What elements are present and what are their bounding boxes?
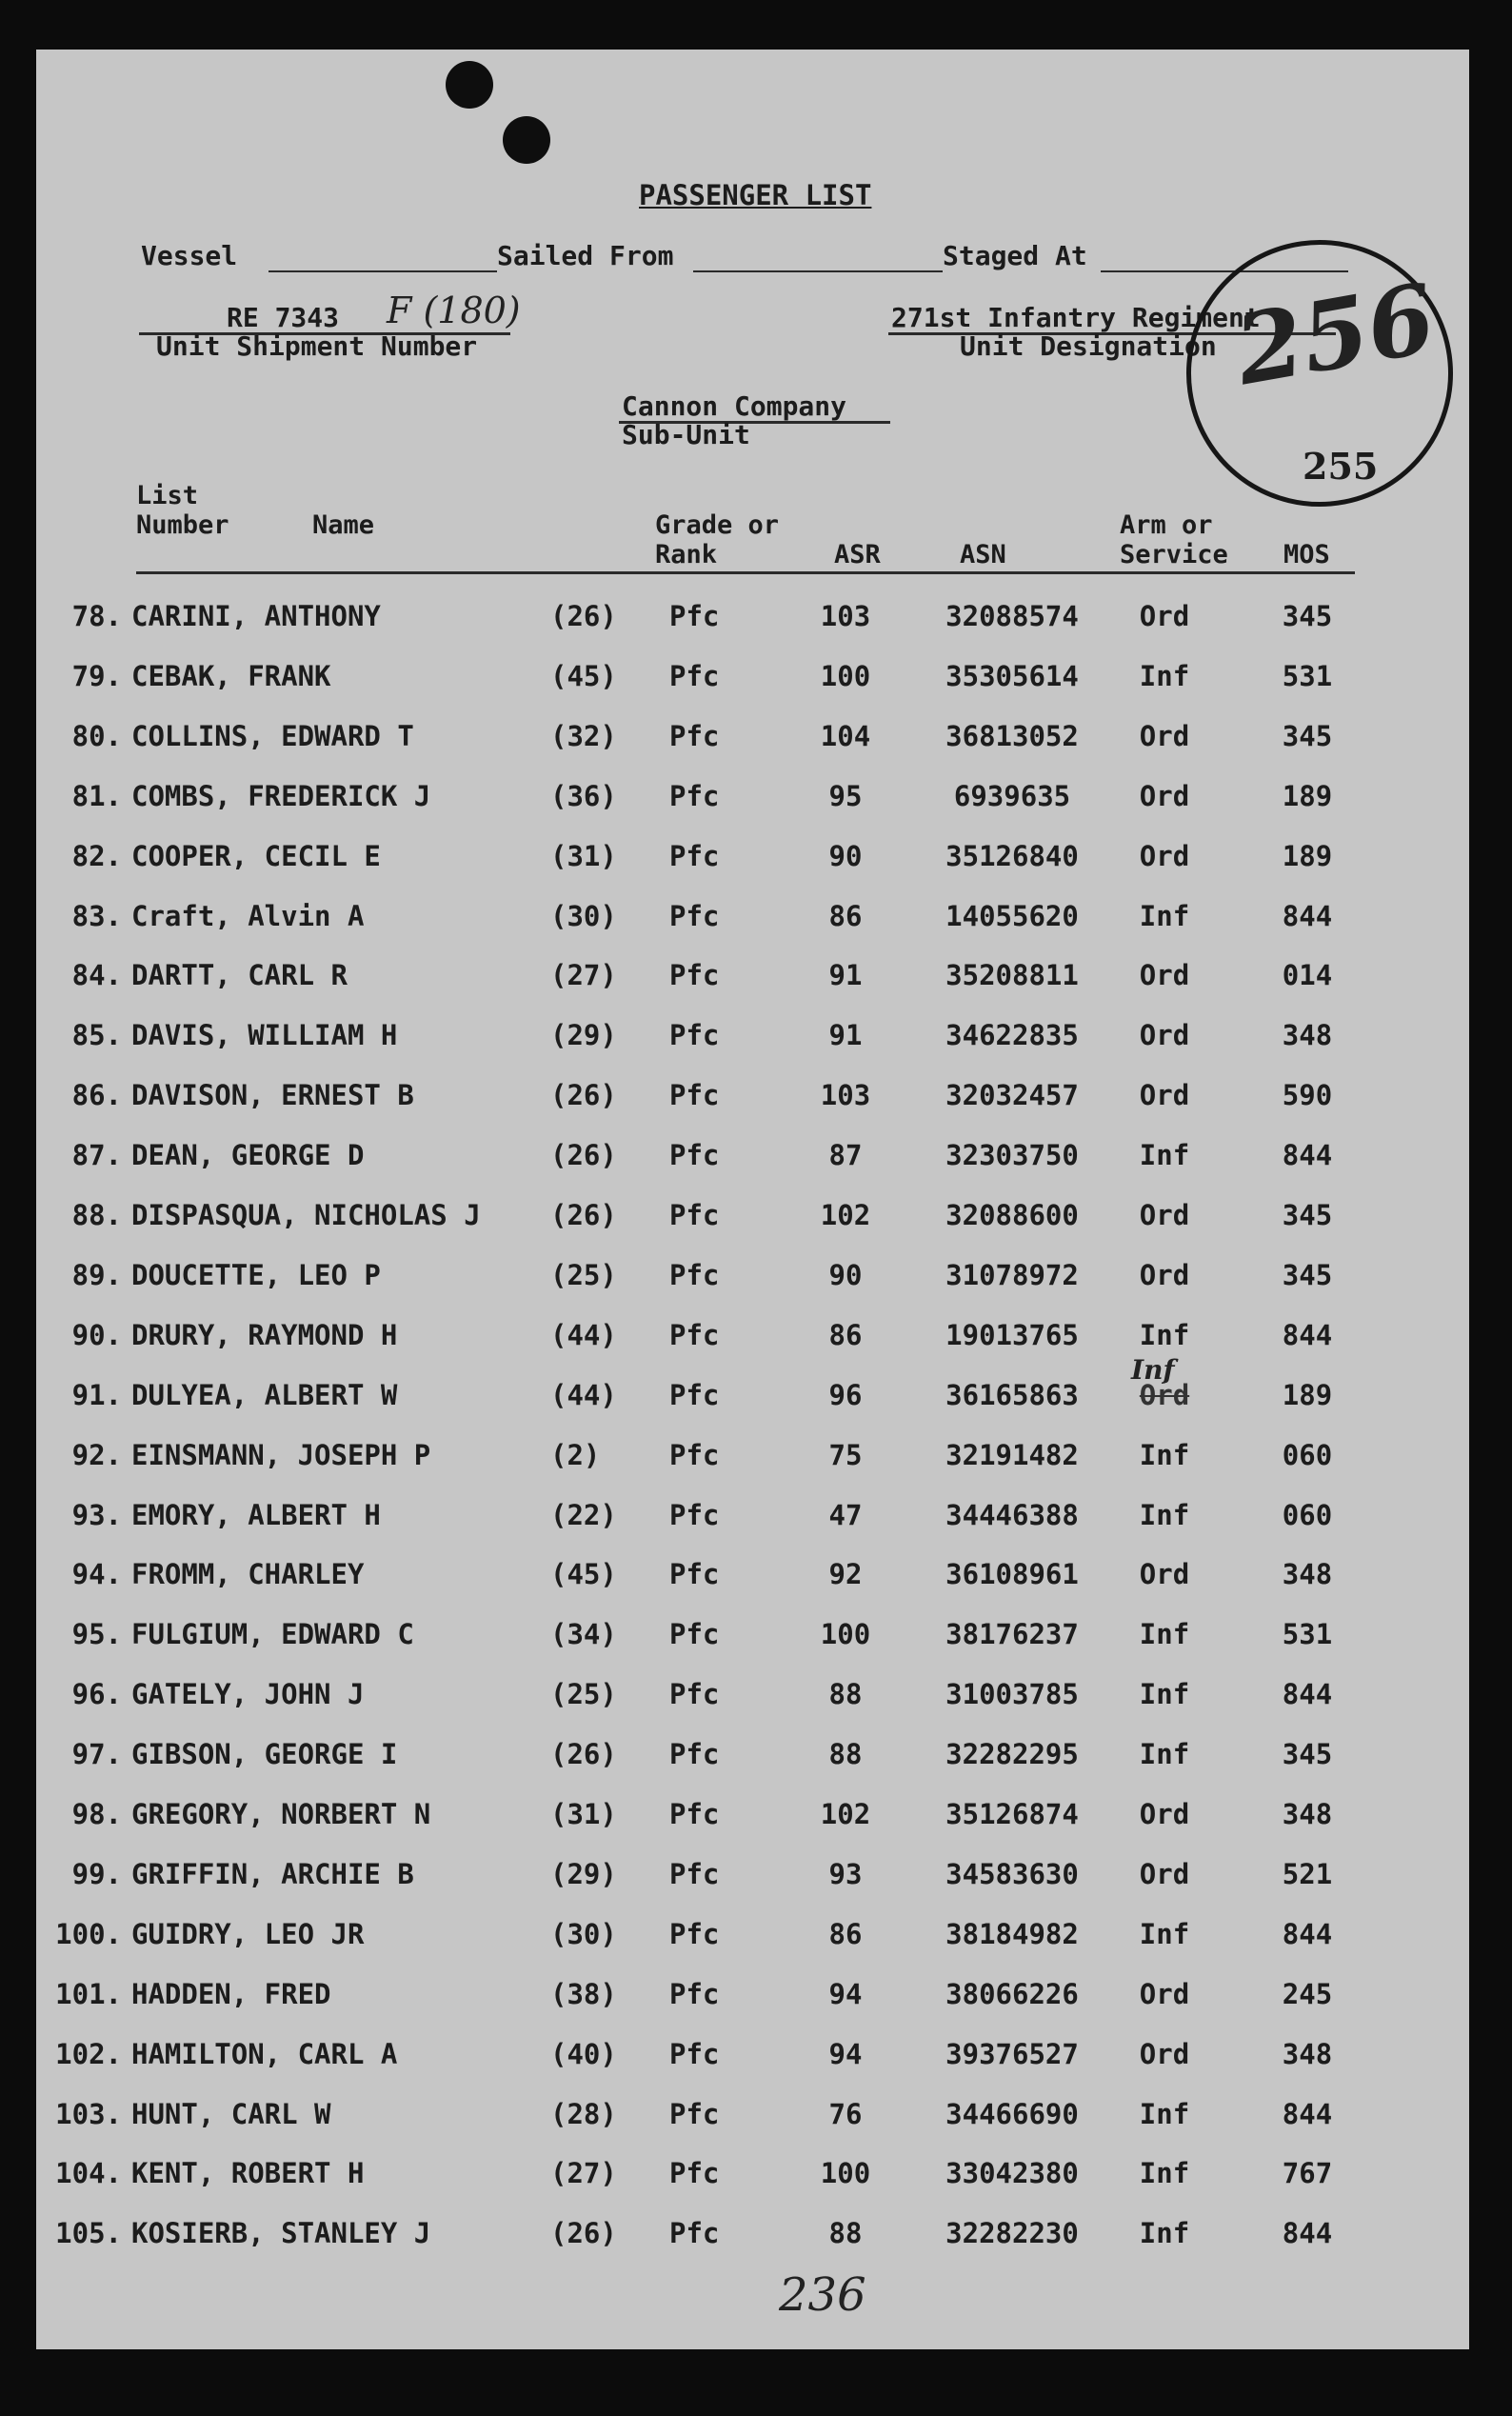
unit-designation: 271st Infantry Regiment (891, 302, 1261, 333)
cell-num: 83. (71, 900, 122, 932)
cell-name: DAVIS, WILLIAM H (131, 1019, 398, 1051)
document-page (36, 50, 1469, 2349)
cell-num: 93. (71, 1499, 122, 1531)
cell-asn: 38176237 (945, 1618, 1079, 1650)
cell-asn: 31003785 (945, 1678, 1079, 1710)
page-title: PASSENGER LIST (639, 179, 872, 211)
cell-mos: 531 (1282, 1618, 1333, 1650)
cell-num: 105. (55, 2217, 122, 2249)
cell-age: (26) (550, 1079, 617, 1111)
cell-age: (22) (550, 1499, 617, 1531)
table-row (36, 1499, 1469, 1558)
table-row (36, 1319, 1469, 1378)
cell-asr: 96 (828, 1379, 863, 1411)
cell-grade: Pfc (669, 1738, 720, 1770)
table-row (36, 1798, 1469, 1857)
cell-num: 92. (71, 1439, 122, 1471)
cell-mos: 844 (1282, 900, 1333, 932)
cell-name: COLLINS, EDWARD T (131, 720, 414, 752)
cell-asn: 34583630 (945, 1858, 1079, 1890)
cell-asn: 32088574 (945, 600, 1079, 632)
cell-name: EINSMANN, JOSEPH P (131, 1439, 431, 1471)
cell-grade: Pfc (669, 1798, 720, 1830)
cell-asn: 34622835 (945, 1019, 1079, 1051)
cell-num: 88. (71, 1199, 122, 1231)
cell-asn: 32088600 (945, 1199, 1079, 1231)
table-row (36, 660, 1469, 719)
cell-grade: Pfc (669, 2038, 720, 2070)
cell-asn: 35208811 (945, 959, 1079, 991)
cell-mos: 345 (1282, 720, 1333, 752)
cell-name: Craft, Alvin A (131, 900, 365, 932)
cell-grade: Pfc (669, 959, 720, 991)
punch-hole (446, 61, 493, 109)
cell-mos: 844 (1282, 1678, 1333, 1710)
cell-arm-handwritten: Inf (1131, 1354, 1175, 1386)
cell-mos: 189 (1282, 780, 1333, 812)
cell-age: (36) (550, 780, 617, 812)
cell-age: (45) (550, 1558, 617, 1590)
cell-age: (30) (550, 900, 617, 932)
cell-asn: 34446388 (945, 1499, 1079, 1531)
cell-grade: Pfc (669, 600, 720, 632)
cell-arm: Ord (1139, 780, 1190, 812)
cell-num: 99. (71, 1858, 122, 1890)
col-header-grade: Grade or Rank (655, 510, 780, 569)
cell-name: DARTT, CARL R (131, 959, 348, 991)
cell-arm: Ord (1139, 1259, 1190, 1291)
cell-name: DAVISON, ERNEST B (131, 1079, 414, 1111)
cell-grade: Pfc (669, 2217, 720, 2249)
table-row (36, 900, 1469, 959)
cell-asr: 103 (820, 600, 871, 632)
cell-age: (25) (550, 1678, 617, 1710)
cell-num: 89. (71, 1259, 122, 1291)
cell-arm: Ord (1139, 1079, 1190, 1111)
cell-mos: 521 (1282, 1858, 1333, 1890)
cell-asr: 102 (820, 1798, 871, 1830)
cell-num: 80. (71, 720, 122, 752)
cell-asn: 38066226 (945, 1978, 1079, 2010)
cell-asr: 47 (828, 1499, 863, 1531)
cell-age: (26) (550, 1738, 617, 1770)
cell-asr: 90 (828, 1259, 863, 1291)
cell-name: EMORY, ALBERT H (131, 1499, 381, 1531)
cell-name: DOUCETTE, LEO P (131, 1259, 381, 1291)
table-row (36, 720, 1469, 779)
cell-arm: Ord (1139, 959, 1190, 991)
staged-at-label: Staged At (943, 240, 1087, 271)
table-row (36, 1918, 1469, 1977)
cell-age: (2) (550, 1439, 601, 1471)
cell-arm: Inf (1139, 1439, 1190, 1471)
cell-name: HADDEN, FRED (131, 1978, 331, 2010)
shipment-number: RE 7343 (227, 302, 340, 333)
vessel-label: Vessel (141, 240, 238, 271)
cell-name: KOSIERB, STANLEY J (131, 2217, 431, 2249)
table-row (36, 1019, 1469, 1078)
cell-asr: 87 (828, 1139, 863, 1171)
cell-mos: 348 (1282, 1558, 1333, 1590)
cell-mos: 844 (1282, 1319, 1333, 1351)
cell-name: GREGORY, NORBERT N (131, 1798, 431, 1830)
punch-hole (503, 116, 550, 164)
cell-asr: 100 (820, 2157, 871, 2189)
col-header-asn: ASN (960, 540, 1006, 569)
cell-name: GRIFFIN, ARCHIE B (131, 1858, 414, 1890)
cell-name: DULYEA, ALBERT W (131, 1379, 398, 1411)
cell-grade: Pfc (669, 1019, 720, 1051)
table-row (36, 1259, 1469, 1318)
cell-num: 91. (71, 1379, 122, 1411)
cell-grade: Pfc (669, 2098, 720, 2130)
cell-num: 82. (71, 840, 122, 872)
cell-age: (26) (550, 1139, 617, 1171)
cell-mos: 348 (1282, 1798, 1333, 1830)
cell-arm: Ord (1139, 1019, 1190, 1051)
cell-num: 97. (71, 1738, 122, 1770)
cell-arm: Ord (1139, 1199, 1190, 1231)
header-divider (136, 571, 1355, 574)
cell-grade: Pfc (669, 1379, 720, 1411)
cell-asn: 6939635 (953, 780, 1071, 812)
cell-asn: 36813052 (945, 720, 1079, 752)
cell-asn: 36108961 (945, 1558, 1079, 1590)
table-row (36, 2217, 1469, 2276)
table-row (36, 1558, 1469, 1617)
col-header-name: Name (312, 510, 375, 540)
table-row (36, 780, 1469, 839)
cell-asr: 86 (828, 1918, 863, 1950)
cell-arm: Ord (1139, 1858, 1190, 1890)
cell-arm: Ord (1139, 1798, 1190, 1830)
cell-arm: Ord (1139, 840, 1190, 872)
cell-name: HUNT, CARL W (131, 2098, 331, 2130)
cell-asr: 88 (828, 2217, 863, 2249)
cell-age: (31) (550, 840, 617, 872)
cell-mos: 348 (1282, 2038, 1333, 2070)
cell-mos: 345 (1282, 1199, 1333, 1231)
cell-age: (26) (550, 2217, 617, 2249)
cell-asr: 93 (828, 1858, 863, 1890)
cell-num: 87. (71, 1139, 122, 1171)
cell-age: (44) (550, 1379, 617, 1411)
cell-asr: 88 (828, 1678, 863, 1710)
cell-num: 78. (71, 600, 122, 632)
cell-asr: 90 (828, 840, 863, 872)
cell-asr: 95 (828, 780, 863, 812)
cell-grade: Pfc (669, 1199, 720, 1231)
cell-asr: 88 (828, 1738, 863, 1770)
cell-asn: 34466690 (945, 2098, 1079, 2130)
cell-asr: 75 (828, 1439, 863, 1471)
cell-asr: 94 (828, 2038, 863, 2070)
cell-grade: Pfc (669, 1558, 720, 1590)
cell-num: 101. (55, 1978, 122, 2010)
cell-arm: Inf (1139, 2217, 1190, 2249)
cell-age: (26) (550, 1199, 617, 1231)
cell-asn: 19013765 (945, 1319, 1079, 1351)
table-row (36, 1858, 1469, 1917)
cell-arm: Inf (1139, 1319, 1190, 1351)
cell-mos: 345 (1282, 600, 1333, 632)
cell-num: 94. (71, 1558, 122, 1590)
cell-name: DEAN, GEORGE D (131, 1139, 365, 1171)
cell-arm: Inf (1139, 1139, 1190, 1171)
cell-age: (44) (550, 1319, 617, 1351)
page-number: 255 (1303, 445, 1379, 488)
cell-arm: Inf (1139, 1499, 1190, 1531)
shipment-number-handwritten: F (180) (387, 290, 521, 331)
cell-arm: Inf (1139, 900, 1190, 932)
cell-asr: 86 (828, 900, 863, 932)
cell-asn: 35126874 (945, 1798, 1079, 1830)
table-row (36, 2098, 1469, 2157)
table-row (36, 1199, 1469, 1258)
cell-age: (34) (550, 1618, 617, 1650)
cell-arm: Inf (1139, 1738, 1190, 1770)
cell-age: (26) (550, 600, 617, 632)
cell-grade: Pfc (669, 840, 720, 872)
cell-num: 79. (71, 660, 122, 692)
cell-asn: 39376527 (945, 2038, 1079, 2070)
cell-arm: Inf (1139, 2157, 1190, 2189)
cell-name: COOPER, CECIL E (131, 840, 381, 872)
cell-grade: Pfc (669, 1139, 720, 1171)
cell-arm: Inf (1139, 660, 1190, 692)
cell-name: HAMILTON, CARL A (131, 2038, 398, 2070)
cell-grade: Pfc (669, 900, 720, 932)
table-row (36, 1139, 1469, 1198)
cell-num: 100. (55, 1918, 122, 1950)
cell-name: KENT, ROBERT H (131, 2157, 365, 2189)
cell-asr: 100 (820, 660, 871, 692)
cell-asr: 104 (820, 720, 871, 752)
table-row (36, 1354, 1469, 1438)
col-header-list-number: List Number (136, 481, 229, 540)
cell-name: FULGIUM, EDWARD C (131, 1618, 414, 1650)
col-header-arm: Arm or Service (1120, 510, 1228, 569)
cell-name: CARINI, ANTHONY (131, 600, 381, 632)
cell-grade: Pfc (669, 720, 720, 752)
cell-mos: 531 (1282, 660, 1333, 692)
cell-name: GIBSON, GEORGE I (131, 1738, 398, 1770)
cell-age: (28) (550, 2098, 617, 2130)
cell-mos: 060 (1282, 1439, 1333, 1471)
cell-mos: 245 (1282, 1978, 1333, 2010)
table-row (36, 1618, 1469, 1677)
cell-grade: Pfc (669, 1978, 720, 2010)
cell-asr: 91 (828, 959, 863, 991)
cell-arm: Inf (1139, 1918, 1190, 1950)
cell-asn: 33042380 (945, 2157, 1079, 2189)
cell-asn: 32303750 (945, 1139, 1079, 1171)
cell-asn: 14055620 (945, 900, 1079, 932)
cell-num: 84. (71, 959, 122, 991)
cell-asr: 92 (828, 1558, 863, 1590)
table-row (36, 1678, 1469, 1737)
cell-asr: 102 (820, 1199, 871, 1231)
cell-mos: 348 (1282, 1019, 1333, 1051)
cell-grade: Pfc (669, 1618, 720, 1650)
table-row (36, 840, 1469, 899)
sub-unit: Cannon Company (622, 390, 847, 422)
cell-asr: 94 (828, 1978, 863, 2010)
table-row (36, 1738, 1469, 1797)
cell-asr: 103 (820, 1079, 871, 1111)
cell-grade: Pfc (669, 1918, 720, 1950)
cell-name: GUIDRY, LEO JR (131, 1918, 365, 1950)
cell-age: (27) (550, 959, 617, 991)
cell-arm: Inf (1139, 1618, 1190, 1650)
circled-page-number: 256 (1227, 261, 1443, 408)
cell-name: DISPASQUA, NICHOLAS J (131, 1199, 481, 1231)
cell-grade: Pfc (669, 1259, 720, 1291)
cell-name: CEBAK, FRANK (131, 660, 331, 692)
cell-age: (29) (550, 1858, 617, 1890)
cell-age: (31) (550, 1798, 617, 1830)
cell-name: COMBS, FREDERICK J (131, 780, 431, 812)
table-row (36, 1978, 1469, 2037)
cell-asn: 32282295 (945, 1738, 1079, 1770)
cell-asn: 32282230 (945, 2217, 1079, 2249)
table-row (36, 2157, 1469, 2216)
cell-arm: Inf (1139, 1678, 1190, 1710)
cell-asr: 86 (828, 1319, 863, 1351)
cell-asn: 32191482 (945, 1439, 1079, 1471)
cell-num: 95. (71, 1618, 122, 1650)
cell-num: 81. (71, 780, 122, 812)
cell-num: 104. (55, 2157, 122, 2189)
cell-arm: Ord (1139, 2038, 1190, 2070)
cell-mos: 590 (1282, 1079, 1333, 1111)
cell-num: 98. (71, 1798, 122, 1830)
cell-asn: 31078972 (945, 1259, 1079, 1291)
cell-mos: 014 (1282, 959, 1333, 991)
cell-asr: 100 (820, 1618, 871, 1650)
cell-asn: 36165863 (945, 1379, 1079, 1411)
cell-arm: Ord (1139, 1558, 1190, 1590)
table-row (36, 1079, 1469, 1138)
cell-num: 90. (71, 1319, 122, 1351)
cell-num: 85. (71, 1019, 122, 1051)
cell-age: (45) (550, 660, 617, 692)
cell-mos: 844 (1282, 1139, 1333, 1171)
cell-mos: 767 (1282, 2157, 1333, 2189)
cell-num: 96. (71, 1678, 122, 1710)
cell-asn: 38184982 (945, 1918, 1079, 1950)
cell-asn: 35126840 (945, 840, 1079, 872)
cell-age: (40) (550, 2038, 617, 2070)
sub-unit-caption: Sub-Unit (622, 419, 750, 450)
unit-designation-caption: Unit Designation (960, 330, 1217, 362)
cell-grade: Pfc (669, 1678, 720, 1710)
cell-asn: 32032457 (945, 1079, 1079, 1111)
cell-grade: Pfc (669, 1858, 720, 1890)
cell-grade: Pfc (669, 1319, 720, 1351)
cell-arm: Ord (1139, 1978, 1190, 2010)
col-header-asr: ASR (834, 540, 881, 569)
cell-name: DRURY, RAYMOND H (131, 1319, 398, 1351)
cell-arm: Ord (1139, 600, 1190, 632)
cell-grade: Pfc (669, 1079, 720, 1111)
cell-asn: 35305614 (945, 660, 1079, 692)
cell-arm: Ord (1139, 1379, 1190, 1411)
table-row (36, 959, 1469, 1018)
sailed-from-label: Sailed From (497, 240, 674, 271)
cell-num: 86. (71, 1079, 122, 1111)
cell-name: FROMM, CHARLEY (131, 1558, 365, 1590)
cell-mos: 844 (1282, 1918, 1333, 1950)
cell-grade: Pfc (669, 1499, 720, 1531)
cell-asr: 76 (828, 2098, 863, 2130)
cell-num: 102. (55, 2038, 122, 2070)
cell-mos: 844 (1282, 2217, 1333, 2249)
table-row (36, 1439, 1469, 1498)
table-row (36, 600, 1469, 659)
cell-grade: Pfc (669, 660, 720, 692)
cell-arm: Ord (1139, 720, 1190, 752)
cell-mos: 189 (1282, 1379, 1333, 1411)
cell-age: (25) (550, 1259, 617, 1291)
cell-name: GATELY, JOHN J (131, 1678, 365, 1710)
cell-age: (32) (550, 720, 617, 752)
cell-grade: Pfc (669, 2157, 720, 2189)
cell-age: (27) (550, 2157, 617, 2189)
cell-grade: Pfc (669, 780, 720, 812)
cell-mos: 844 (1282, 2098, 1333, 2130)
cell-age: (38) (550, 1978, 617, 2010)
vessel-blank (269, 270, 497, 272)
cell-age: (29) (550, 1019, 617, 1051)
col-header-mos: MOS (1283, 540, 1330, 569)
shipment-number-caption: Unit Shipment Number (156, 330, 478, 362)
cell-arm: Inf (1139, 2098, 1190, 2130)
cell-mos: 345 (1282, 1738, 1333, 1770)
cell-mos: 060 (1282, 1499, 1333, 1531)
cell-age: (30) (550, 1918, 617, 1950)
cell-num: 103. (55, 2098, 122, 2130)
cell-mos: 345 (1282, 1259, 1333, 1291)
footer-handwritten-number: 236 (779, 2268, 866, 2322)
cell-asr: 91 (828, 1019, 863, 1051)
sailed-from-blank (693, 270, 943, 272)
table-row (36, 2038, 1469, 2097)
cell-mos: 189 (1282, 840, 1333, 872)
cell-grade: Pfc (669, 1439, 720, 1471)
